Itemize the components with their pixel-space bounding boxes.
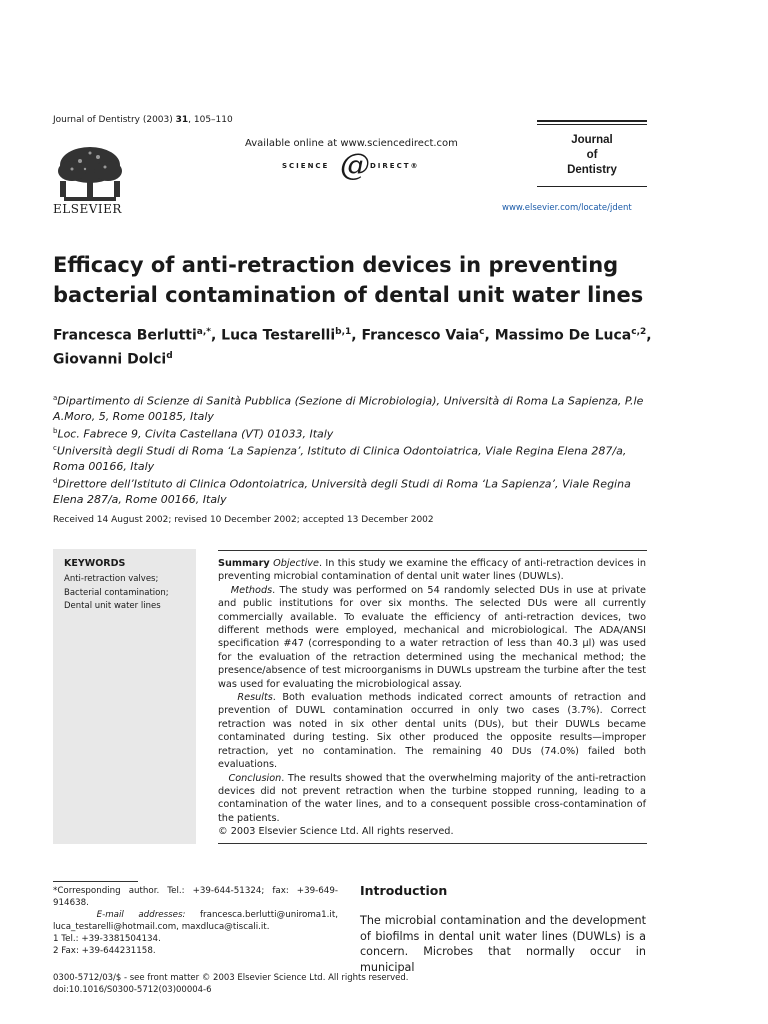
issn-line: 0300-5712/03/$ - see front matter © 2003 Elsevier Science Ltd. All rights reserved. [53,973,409,983]
journal-name-line: Dentistry [567,164,617,176]
author-sep: , [351,327,362,344]
abstract-conclusion [218,772,646,826]
summary-label: Summary [218,558,270,569]
affil-text: Dipartimento di Scienze di Sanità Pubblica (Sezione di Microbiologia), Università di Roma La Sapienza, P.le A.Moro, 5, Rome 00185, Italy [53,394,644,423]
keyword-item: Anti-retraction valves; [64,574,159,584]
affiliation [53,441,653,474]
footnote-rule [53,881,138,882]
keywords-title: KEYWORDS [64,558,126,569]
objective-text: . In this study we examine the efficacy of anti-retraction devices in preventing microbial contamination of dental unit water lines (DUWLs). [218,558,646,583]
affil-label: c [53,444,57,453]
author-affil: d [166,350,173,361]
sd-logo-at: @ [340,148,370,183]
results-label: Results [237,692,273,704]
footnote-2: 2 Fax: +39-644231158. [53,946,156,956]
journal-name-line: Journal [571,134,613,146]
results-text: . Both evaluation methods indicated correct amounts of retraction and prevention of DUWL contamination occurred in only two cases (3.7%). Correct retraction was noted in six other dental units (DUs), but their DUWLs became contaminated during testing. Six other produced the opposite results—improper retraction, yet no contamination. The remaining 40 DUs (74.0%) failed both evaluations. [218,692,646,771]
title-line: bacterial contamination of dental unit water lines [53,283,644,307]
sd-logo-right: DIRECT® [370,162,420,170]
conclusion-text: . The results showed that the overwhelming majority of the anti-retraction devices did not prevent retraction when the turbine stopped running, leading to a contamination of the water lines, and to a consequent possible cross-contamination of the patients. [218,772,646,824]
sciencedirect-logo [282,148,462,186]
abstract [218,557,646,839]
sd-logo-left: SCIENCE [282,162,330,170]
abstract-objective [218,557,646,584]
affil-label: d [53,476,58,485]
affiliation [53,391,653,424]
citation-text: Journal of Dentistry (2003) [53,115,176,125]
abstract-rule-top [218,550,647,551]
author-sep: , [484,327,495,344]
author-sep: , [646,327,652,344]
author-affil: c,2 [631,327,647,337]
conclusion-label: Conclusion [228,772,282,784]
footnote-1: 1 Tel.: +39-3381504134. [53,934,161,944]
methods-label: Methods [230,584,273,596]
keyword-item: Dental unit water lines [64,601,161,611]
available-online: Available online at www.sciencedirect.com [245,138,458,149]
keyword-item: Bacterial contamination; [64,587,169,598]
affiliation [53,424,653,442]
affil-text: Università degli Studi di Roma ‘La Sapienza’, Istituto di Clinica Odontoiatrica, Viale Regina Elena 287/a, Roma 00166, Italy [53,444,627,473]
article-title [53,250,693,310]
email-label: E-mail addresses: [96,910,186,920]
author-sep: , [210,327,222,344]
affil-label: a [53,394,58,402]
author-name: Luca Testarelli [221,327,336,344]
journal-title-box [537,120,647,190]
journal-name [537,133,647,178]
introduction-heading: Introduction [360,883,448,898]
citation-volume: 31 [175,115,189,125]
keywords-box [53,549,196,844]
footnote-email [53,909,338,933]
abstract-methods [218,584,646,691]
journal-name-line: of [586,149,598,161]
journal-url-link[interactable]: www.elsevier.com/locate/jdent [502,203,632,213]
received-dates: Received 14 August 2002; revised 10 December 2002; accepted 13 December 2002 [53,515,434,525]
affiliation [53,474,653,507]
front-matter-info [53,972,409,996]
author-affil: b,1 [335,327,352,337]
methods-text: . The study was performed on 54 randomly selected DUs in use at private and public institutions for over six months. The selected DUs were all currently commercially available. To evaluate the efficiency of anti-retraction devices, two different methods were employed, mechanical and microbiological. The ADA/ANSI specification #47 (corresponding to a water retraction of less than 40.3 µl) was used for the evaluation of the retraction determined using the mechanical method; the presence/absence of test microorganisms in DUWLs upstream the turbine after the test was used for evaluating the microbiological assay. [218,584,646,690]
author-name: Massimo De Luca [494,327,632,344]
rule [537,186,647,187]
citation-pages: , 105–110 [188,115,233,125]
footnotes [53,885,338,957]
abstract-results [218,691,646,771]
rule [537,120,647,122]
introduction-text: The microbial contamination and the development of biofilms in dental unit water lines (DUWLs) is a concern. Microbes that normally occur in municipal [360,914,646,974]
keywords-list [64,573,169,614]
email-text[interactable]: francesca.berlutti@uniroma1.it, luca_testarelli@hotmail.com, maxdluca@tiscali.it. [53,910,339,932]
abstract-copyright: © 2003 Elsevier Science Ltd. All rights reserved. [218,826,454,838]
abstract-rule-bottom [218,843,647,844]
author-affil: a,* [196,327,211,337]
author-list [53,322,673,369]
author-name: Francesca Berlutti [53,327,197,344]
title-line: Efficacy of anti-retraction devices in preventing [53,253,619,277]
journal-citation [53,115,233,125]
author-name: Francesco Vaia [361,327,480,344]
rule [537,124,647,125]
objective-label: Objective [273,558,319,569]
affil-text: Loc. Fabrece 9, Civita Castellana (VT) 01033, Italy [57,427,334,441]
affil-text: Direttore dell’Istituto di Clinica Odontoiatrica, Università degli Studi di Roma ‘La Sapienza’, Viale Regina Elena 287/a, Rome 00166, Italy [53,477,631,506]
affil-label: b [53,426,58,435]
publisher-name: ELSEVIER [53,202,122,216]
affiliations [53,391,653,507]
author-affil: c [479,327,485,337]
author-name: Giovanni Dolci [53,351,167,368]
doi-line[interactable]: doi:10.1016/S0300-5712(03)00004-6 [53,985,212,995]
footnote-corresponding: *Corresponding author. Tel.: +39-644-51324; fax: +39-649-914638. [53,886,338,908]
